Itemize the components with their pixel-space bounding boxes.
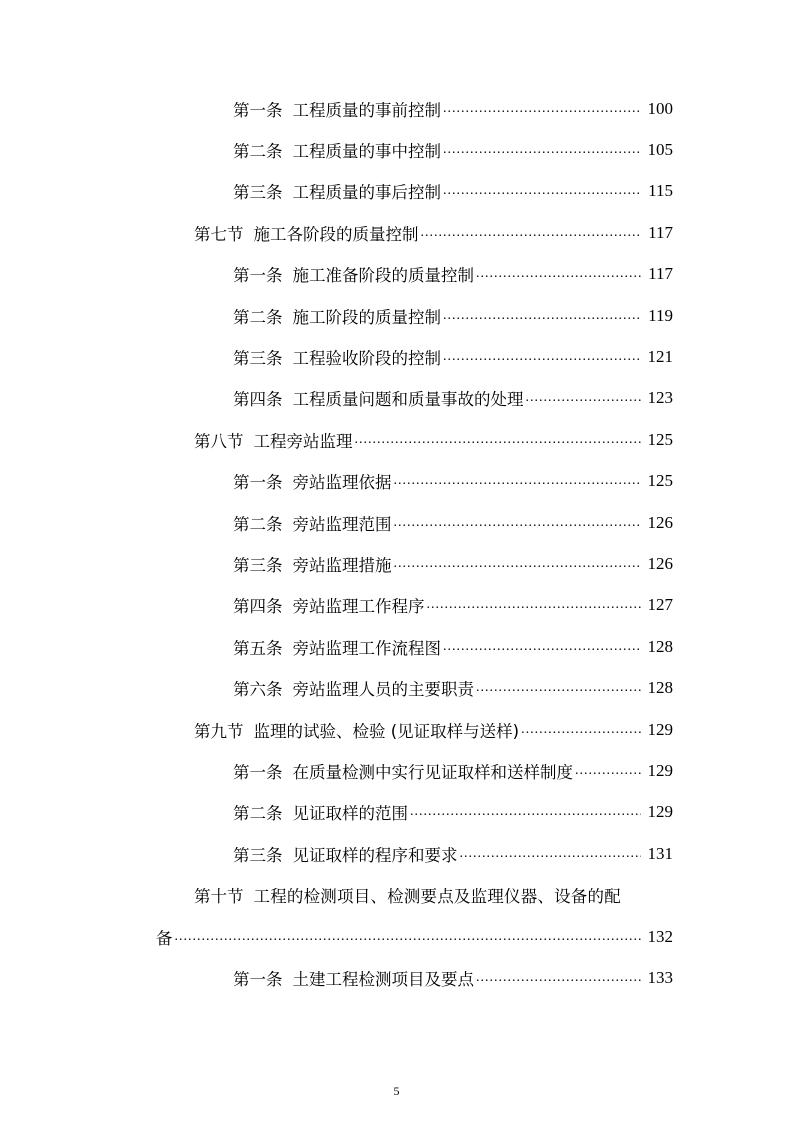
toc-entry-title: 旁站监理人员的主要职责 [292,680,474,700]
toc-entry-title: 工程质量的事后控制 [292,183,441,203]
toc-entry-title: 旁站监理措施 [292,555,392,575]
toc-entry-title: 工程验收阶段的控制 [292,349,441,369]
toc-entry[interactable] [0,792,793,833]
toc-entry-title: 工程旁站监理 [253,431,353,451]
toc-entry[interactable] [0,750,793,791]
toc-entry-page: 131 [647,843,673,863]
toc-entry-title: 施工准备阶段的质量控制 [292,266,474,286]
toc-entry-page: 125 [647,471,673,491]
toc-entry-number: 第八节 [194,431,244,451]
toc-entry-number: 第二条 [233,804,283,824]
toc-entry[interactable] [0,254,793,295]
toc-entry[interactable] [0,667,793,708]
toc-entry[interactable] [0,626,793,667]
toc-entry-page: 126 [647,553,673,573]
toc-entry-number: 第一条 [233,100,283,120]
toc-entry-page: 100 [647,98,673,118]
toc-entry-page: 129 [647,719,673,739]
toc-entry-number: 第三条 [233,845,283,865]
toc-entry-title: 土建工程检测项目及要点 [292,969,474,989]
toc-entry[interactable] [0,543,793,584]
toc-entry-title: 旁站监理依据 [292,473,392,493]
toc-entry-page: 105 [647,140,673,160]
toc-entry-page: 117 [648,264,673,284]
toc-entry[interactable] [0,833,793,874]
toc-entry-page: 133 [647,967,673,987]
toc-entry[interactable] [0,957,793,998]
toc-leader-dots [443,140,641,160]
toc-entry[interactable] [0,502,793,543]
toc-entry-title: 监理的试验、检验 (见证取样与送样) [253,721,520,741]
toc-entry-title: 工程的检测项目、检测要点及监理仪器、设备的配 [253,887,621,907]
toc-entry-page: 129 [647,802,673,822]
toc-entry-number: 第二条 [233,307,283,327]
toc-entry[interactable] [0,295,793,336]
toc-leader-dots [394,554,642,574]
toc-entry-number: 第三条 [233,349,283,369]
toc-entry[interactable] [0,88,793,129]
toc-leader-dots [476,678,641,698]
toc-leader-dots [443,347,641,367]
toc-entry-page: 127 [647,595,673,615]
toc-entry-page: 117 [648,222,673,242]
toc-leader-dots [526,388,642,408]
toc-leader-dots [175,927,642,947]
toc-section-entry[interactable] [0,212,793,253]
toc-entry-page: 123 [647,388,673,408]
toc-leader-dots [476,264,641,284]
toc-entry-title: 旁站监理工作程序 [292,597,425,617]
toc-leader-dots [521,720,641,740]
toc-section-entry-line1[interactable] [0,874,793,915]
page-number: 5 [393,1084,400,1098]
toc-entry[interactable] [0,336,793,377]
toc-entry[interactable] [0,171,793,212]
toc-entry[interactable] [0,461,793,502]
toc-entry-page: 128 [647,636,673,656]
toc-entry-page: 115 [648,181,673,201]
toc-leader-dots [410,802,641,822]
toc-leader-dots [575,761,641,781]
toc-entry-title-continued: 备 [156,928,173,948]
toc-entry-title: 旁站监理范围 [292,514,392,534]
toc-leader-dots [394,471,642,491]
toc-section-entry[interactable] [0,419,793,460]
toc-entry-number: 第二条 [233,142,283,162]
toc-entry-number: 第三条 [233,183,283,203]
toc-leader-dots [394,513,642,533]
toc-entry-number: 第一条 [233,473,283,493]
toc-entry-title: 见证取样的范围 [292,804,408,824]
toc-entry-title: 工程质量问题和质量事故的处理 [292,390,524,410]
toc-entry-title: 施工各阶段的质量控制 [253,224,419,244]
toc-entry-number: 第五条 [233,638,283,658]
toc-entry[interactable] [0,129,793,170]
toc-entry-number: 第四条 [233,390,283,410]
toc-entry-title: 工程质量的事前控制 [292,100,441,120]
toc-entry-page: 129 [647,760,673,780]
toc-entry-number: 第三条 [233,555,283,575]
toc-entry-number: 第一条 [233,969,283,989]
toc-entry-page: 126 [647,512,673,532]
toc-entry-page: 132 [647,926,673,946]
table-of-contents [0,88,793,999]
toc-entry[interactable] [0,585,793,626]
toc-entry-title: 在质量检测中实行见证取样和送样制度 [292,762,573,782]
toc-leader-dots [476,968,641,988]
toc-entry-title: 旁站监理工作流程图 [292,638,441,658]
toc-leader-dots [355,430,642,450]
toc-entry-number: 第二条 [233,514,283,534]
toc-leader-dots [443,99,641,119]
toc-entry-number: 第四条 [233,597,283,617]
toc-entry-title: 工程质量的事中控制 [292,142,441,162]
toc-entry-number: 第六条 [233,680,283,700]
toc-leader-dots [443,181,641,201]
toc-entry-number: 第七节 [194,224,244,244]
toc-entry-page: 128 [647,678,673,698]
toc-entry[interactable] [0,378,793,419]
toc-entry-number: 第一条 [233,762,283,782]
toc-leader-dots [443,306,641,326]
toc-section-entry[interactable] [0,709,793,750]
toc-leader-dots [427,595,642,615]
toc-entry-number: 第十节 [194,887,244,907]
toc-leader-dots [460,844,642,864]
toc-entry-number: 第九节 [194,721,244,741]
toc-section-entry-line2[interactable] [0,916,793,957]
toc-entry-page: 121 [647,347,673,367]
toc-entry-number: 第一条 [233,266,283,286]
toc-entry-page: 119 [648,305,673,325]
toc-leader-dots [443,637,641,657]
toc-leader-dots [421,223,642,243]
toc-entry-page: 125 [647,429,673,449]
toc-entry-title: 见证取样的程序和要求 [292,845,458,865]
toc-entry-title: 施工阶段的质量控制 [292,307,441,327]
